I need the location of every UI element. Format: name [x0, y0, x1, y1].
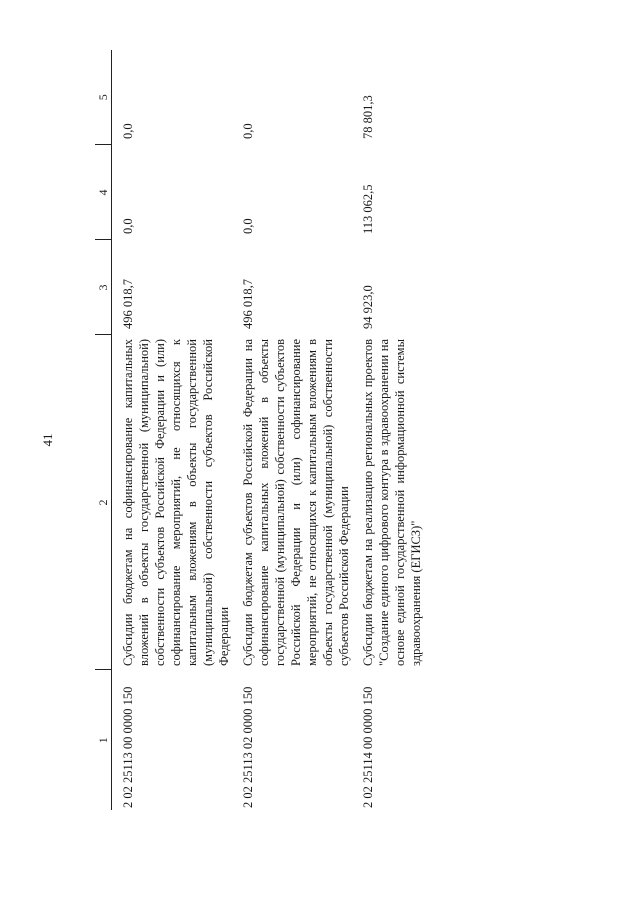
table-row — [360, 50, 424, 810]
column-header-3: 3 — [95, 240, 112, 335]
budget-description: Субсидии бюджетам субъектов Российской Федерации на софинансирование капитальных вложений в объекты государственной (муниципальной) собственности субъектов Российской Федерации и (или) софинансирование мероприятий, не относящихся к капитальным вложениям в объекты государственной (муниципальной) собственности субъектов Российской Федерации — [241, 339, 351, 666]
amount-col-5: 78 801,3 — [361, 95, 375, 139]
page-number: 41 — [40, 433, 55, 447]
amount-col-4: 113 062,5 — [361, 184, 375, 234]
budget-code: 2 02 25114 00 0000 150 — [361, 686, 375, 808]
column-header-1: 1 — [95, 670, 112, 810]
amount-col-5: 0,0 — [241, 123, 255, 139]
budget-code: 2 02 25113 02 0000 150 — [241, 686, 255, 808]
amount-col-4: 0,0 — [121, 218, 135, 234]
amount-col-3: 496 018,7 — [241, 279, 255, 329]
budget-description: Субсидии бюджетам на софинансирование капитальных вложений в объекты государственной (муниципальной) собственности субъектов Российской Федерации и (или) софинансирование мероприятий, не относящихся к капитальным вложениям в объекты государственной (муниципальной) собственности субъектов Российской Федерации — [121, 339, 231, 666]
amount-col-3: 496 018,7 — [121, 279, 135, 329]
column-header-2: 2 — [95, 335, 112, 670]
amount-col-4: 0,0 — [241, 218, 255, 234]
amount-col-5: 0,0 — [121, 123, 135, 139]
budget-table-rotated — [95, 50, 596, 810]
budget-description: Субсидии бюджетам на реализацию региональных проектов "Создание единого цифрового контура в здравоохранении на основе единой государственной информационной системы здравоохранения (ЕГИСЗ)" — [361, 339, 423, 666]
table-row — [240, 50, 352, 810]
column-header-4: 4 — [95, 145, 112, 240]
table-header-row — [95, 50, 112, 810]
budget-table — [95, 50, 424, 810]
column-header-5: 5 — [95, 50, 112, 145]
amount-col-3: 94 923,0 — [361, 285, 375, 329]
table-row — [120, 50, 232, 810]
budget-code: 2 02 25113 00 0000 150 — [121, 686, 135, 808]
